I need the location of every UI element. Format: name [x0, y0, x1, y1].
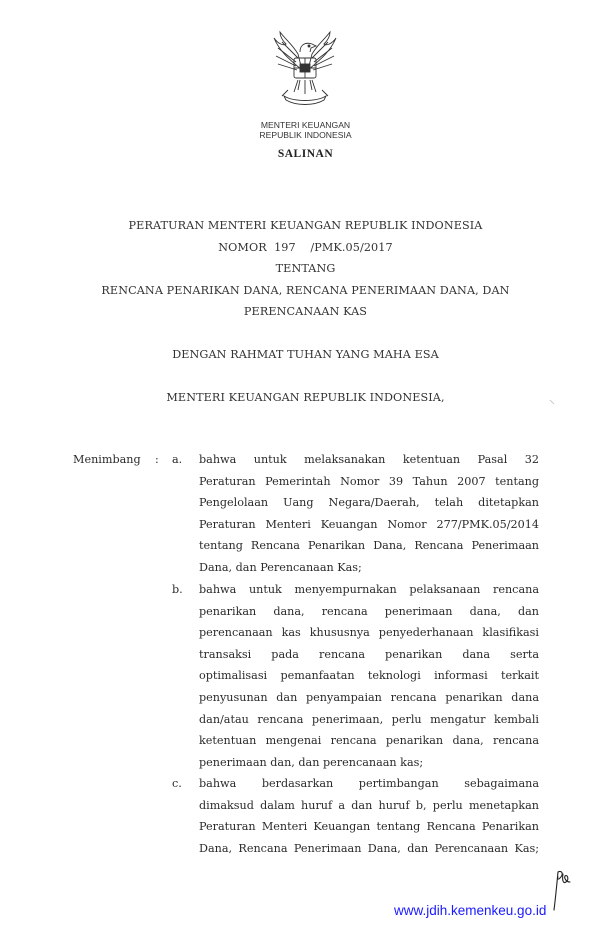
text-line: Peraturan Menteri Keuangan tentang Rencana Penarikan [199, 820, 539, 834]
item-letter-c: c. [172, 777, 182, 790]
text-line: transaksi pada rencana penarikan dana serta [199, 647, 539, 661]
text-line: Peraturan Menteri Keuangan Nomor 277/PMK.05/2014 [199, 517, 539, 531]
ministry-name-line1: MENTERI KEUANGAN [260, 120, 351, 130]
text-line: perencanaan kas khususnya penyederhanaan klasifikasi [199, 626, 539, 640]
text-line: penyusunan dan penyampaian rencana penarikan dana [199, 690, 539, 704]
consideration-item-c [199, 773, 539, 859]
text-line: dimaksud dalam huruf a dan huruf b, perlu menetapkan [199, 798, 539, 812]
scan-speck-icon [549, 399, 555, 405]
issuing-authority: MENTERI KEUANGAN REPUBLIK INDONESIA, [166, 391, 445, 404]
text-line: Dana, dan Perencanaan Kas; [199, 560, 362, 574]
text-line: optimalisasi pemanfaatan teknologi informasi terkait [199, 669, 539, 683]
text-line: penerimaan dan, dan perencanaan kas; [199, 755, 424, 769]
item-letter-b: b. [172, 583, 183, 596]
copy-mark: SALINAN [277, 148, 334, 160]
ministry-name-line2: REPUBLIK INDONESIA [259, 130, 352, 140]
invocation: DENGAN RAHMAT TUHAN YANG MAHA ESA [172, 348, 439, 361]
text-line: bahwa untuk melaksanakan ketentuan Pasal 32 [199, 453, 539, 466]
considering-colon: : [155, 453, 159, 466]
text-line: bahwa untuk menyempurnakan pelaksanaan rencana [199, 583, 539, 596]
text-line: ketentuan mengenai rencana penarikan dana, rencana [199, 734, 539, 748]
regulation-number: NOMOR 197 /PMK.05/2017 [218, 241, 393, 254]
text-line: Pengelolaan Uang Negara/Daerah, telah ditetapkan [199, 496, 539, 510]
text-line: Dana, Rencana Penerimaan Dana, dan Perencanaan Kas; [199, 841, 539, 855]
initials-signature-icon [548, 868, 578, 913]
text-line: tentang Rencana Penarikan Dana, Rencana Penerimaan [199, 539, 539, 553]
item-letter-a: a. [172, 453, 183, 466]
regulation-subject-line1: RENCANA PENARIKAN DANA, RENCANA PENERIMAAN DANA, DAN [101, 284, 510, 297]
text-line: dan/atau rencana penerimaan, perlu mengatur kembali [199, 712, 539, 726]
consideration-item-b [199, 579, 539, 773]
consideration-item-a [199, 449, 539, 579]
considering-label: Menimbang [73, 453, 141, 466]
jdih-website-link[interactable]: www.jdih.kemenkeu.go.id [394, 903, 547, 918]
text-line: penarikan dana, rencana penerimaan dana, dan [199, 604, 539, 618]
regulation-about-label: TENTANG [275, 262, 336, 275]
text-line: Peraturan Pemerintah Nomor 39 Tahun 2007 tentang [199, 474, 539, 488]
garuda-emblem-icon [262, 30, 348, 116]
regulation-title: PERATURAN MENTERI KEUANGAN REPUBLIK INDONESIA [128, 219, 483, 232]
regulation-subject-line2: PERENCANAAN KAS [243, 305, 368, 318]
text-line: bahwa berdasarkan pertimbangan sebagaimana [199, 777, 539, 790]
